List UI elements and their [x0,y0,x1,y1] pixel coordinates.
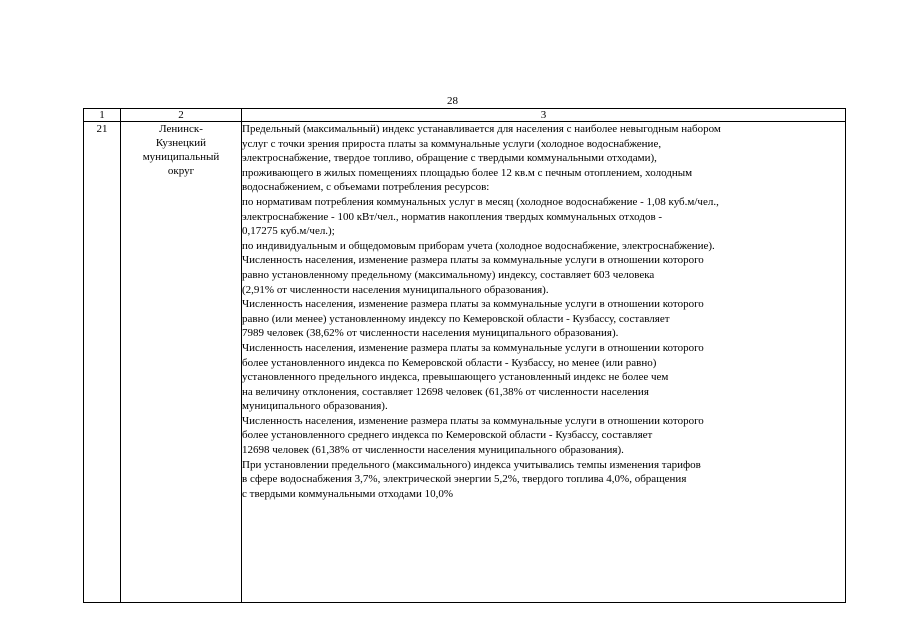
municipality-line: Ленинск- [159,123,203,135]
row-number-cell: 21 [84,122,121,603]
text-line: Численность населения, изменение размера платы за коммунальные услуги в отношении которого [242,254,704,267]
text-line: более установленного индекса по Кемеровской области - Кузбассу, но менее (или равно) [242,356,657,369]
text-line: с твердыми коммунальными отходами 10,0% [242,487,454,500]
index-table [83,108,846,603]
text-line: Численность населения, изменение размера платы за коммунальные услуги в отношении которого [242,298,704,311]
column-header-1: 1 [84,109,121,122]
text-line: электроснабжение - 100 кВт/чел., норматив накопления твердых коммунальных отходов - [242,210,663,223]
municipality-line: округ [167,165,195,177]
text-line: более установленного среднего индекса по Кемеровской области - Кузбассу, составляет [242,429,653,442]
text-line: При установлении предельного (максимального) индекса учитывались темпы изменения тарифов [242,458,701,471]
text-line: по нормативам потребления коммунальных услуг в месяц (холодное водоснабжение - 1,08 куб.м/чел., [242,195,719,208]
text-line: в сфере водоснабжения 3,7%, электрической энергии 5,2%, твердого топлива 4,0%, обращения [242,473,687,486]
text-line: муниципального образования). [242,400,388,413]
text-line: Численность населения, изменение размера платы за коммунальные услуги в отношении которого [242,414,704,427]
text-line: установленного предельного индекса, превышающего установленный индекс не более чем [242,371,669,384]
text-line: по индивидуальным и общедомовым приборам учета (холодное водоснабжение, электроснабжение). [242,239,715,252]
text-line: услуг с точки зрения прироста платы за коммунальные услуги (холодное водоснабжение, [242,137,662,150]
text-line: на величину отклонения, составляет 12698 человек (61,38% от численности населения [242,385,649,398]
table-header-row [84,109,846,122]
text-line: проживающего в жилых помещениях площадью более 12 кв.м с печным отоплением, холодным [242,166,693,179]
column-header-3: 3 [242,109,846,122]
text-line: равно (или менее) установленному индексу по Кемеровской области - Кузбассу, составляет [242,312,670,325]
text-line: водоснабжением, с объемами потребления ресурсов: [242,181,490,194]
text-line: 0,17275 куб.м/чел.); [242,225,335,238]
text-line: равно установленному предельному (максимальному) индексу, составляет 603 человека [242,268,655,281]
municipality-line: Кузнецкий [155,137,207,149]
municipality-line: муниципальный [142,151,220,163]
text-line: Численность населения, изменение размера платы за коммунальные услуги в отношении которого [242,341,704,354]
text-line: Предельный (максимальный) индекс устанавливается для населения с наиболее невыгодным набором [242,123,721,135]
text-line: (2,91% от численности населения муниципального образования). [242,283,549,296]
page-number: 28 [447,95,458,107]
text-line: 7989 человек (38,62% от численности населения муниципального образования). [242,327,619,340]
municipality-cell [121,122,242,603]
text-line: 12698 человек (61,38% от численности населения муниципального образования). [242,444,624,457]
text-line: электроснабжение, твердое топливо, обращение с твердыми коммунальными отходами), [242,152,657,165]
table-row [84,122,846,603]
column-header-2: 2 [121,109,242,122]
description-cell [242,122,846,603]
